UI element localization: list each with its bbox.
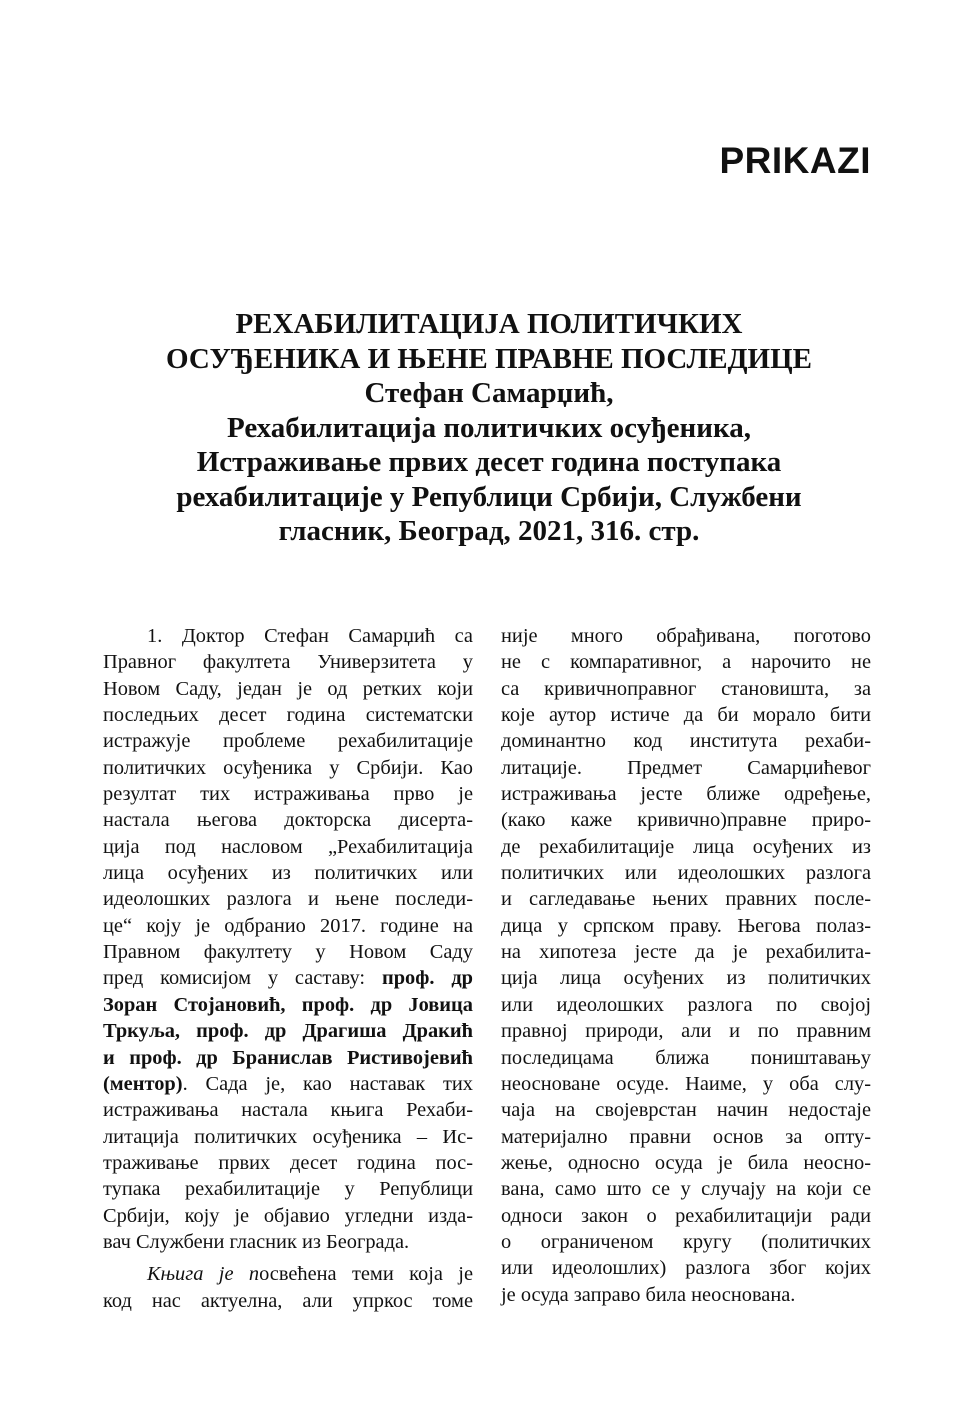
text-line — [103, 1018, 473, 1044]
bold-run: (ментор) — [103, 1072, 183, 1095]
text-line: истраживања јесте ближе одређење, — [501, 783, 871, 806]
text-line: ција под насловом „Рехабилитација — [103, 835, 473, 858]
text-run: пред комисијом у саставу: — [103, 967, 382, 990]
text-line: о ограниченом кругу (политичких — [501, 1230, 871, 1253]
text-line: це“ коју је одбранио 2017. године на — [103, 914, 473, 937]
text-line: де рехабилитације лица осуђених из — [501, 835, 871, 858]
text-line: дица у српском праву. Његова полаз- — [501, 914, 871, 937]
text-line: или идеолошлих) разлога због којих — [501, 1257, 871, 1280]
book-title-line: рехабилитације у Републици Србији, Службени — [176, 480, 802, 513]
text-line: или идеолошких разлога по својој — [501, 993, 871, 1016]
italic-run: Књига је п — [147, 1263, 260, 1286]
text-line: политичких осуђеника у Србији. Као — [103, 756, 473, 779]
title-line: РЕХАБИЛИТАЦИЈА ПОЛИТИЧКИХ — [235, 308, 743, 340]
text-line: вана, само што се у случају на који се — [501, 1178, 871, 1201]
text-line: односи закон о рехабилитацији ради — [501, 1204, 871, 1227]
text-line: настала његова докторска дисерта- — [103, 809, 473, 832]
text-line: неосноване осуде. Наиме, у оба слу- — [501, 1072, 871, 1095]
text-line: 1. Доктор Стефан Самарџић са — [147, 625, 473, 647]
bold-run: и проф. др Бранислав Ристивојевић — [103, 1046, 473, 1069]
text-line: је осуда заправо била неоснована. — [501, 1283, 796, 1306]
text-line: истраживања настала књига Рехаби- — [103, 1099, 473, 1122]
text-line: доминантно код института рехаби- — [501, 730, 871, 753]
text-line: ција лица осуђених из политичких — [501, 967, 871, 990]
text-line: последицама ближа поништавању — [501, 1046, 871, 1069]
text-run: освећена теми која је — [259, 1263, 473, 1286]
text-line: код нас актуелна, али упркос томе — [103, 1289, 473, 1312]
publication-line: гласник, Београд, 2021, 316. стр. — [278, 515, 700, 547]
text-line: последњих десет година систематски — [103, 704, 473, 727]
text-line: чаја на својеврстан начин недостаје — [501, 1099, 871, 1122]
text-line — [103, 965, 473, 991]
text-line: Србији, коју је објавио угледни изда- — [103, 1204, 473, 1227]
text-line: тупака рехабилитације у Републици — [103, 1178, 473, 1201]
text-line — [103, 992, 473, 1018]
body-column-right — [501, 623, 871, 1308]
text-line: Правном факултету у Новом Саду — [103, 941, 473, 964]
text-line: литација политичких осуђеника – Ис- — [103, 1125, 473, 1148]
text-line: на хипотеза јесте да је рехабилита- — [501, 941, 871, 964]
text-line: није много обрађивана, поготово — [501, 625, 871, 647]
text-line: траживање првих десет година пос- — [103, 1151, 473, 1174]
text-line: лица осуђених из политичких или — [103, 862, 473, 885]
bold-run: Зоран Стојановић, проф. др Јовица — [103, 993, 473, 1016]
book-title-line: Рехабилитација политичких осуђеника, — [226, 411, 751, 444]
text-line: Правног факултета Универзитета у — [103, 651, 473, 674]
text-line: материјално правни основ за опту- — [501, 1125, 871, 1148]
article-title — [100, 307, 878, 549]
text-line: (како каже кривично)правне приро- — [501, 809, 871, 832]
text-line: и сагледавање њених правних после- — [501, 888, 871, 911]
text-run: . Сада је, као наставак тих — [182, 1072, 473, 1095]
bold-run: проф. др — [381, 967, 473, 990]
body-column-left — [103, 623, 473, 1314]
text-line: политичких или идеолошких разлога — [501, 862, 871, 885]
author-line: Стефан Самарџић, — [364, 377, 614, 409]
title-line: ОСУЂЕНИКА И ЊЕНЕ ПРАВНЕ ПОСЛЕДИЦЕ — [165, 342, 813, 375]
bold-run: Тркуља, проф. др Драгиша Дракић — [103, 1020, 473, 1043]
text-line: резултат тих истраживања прво је — [103, 783, 473, 806]
text-line: идеолошких разлога и њене последи- — [103, 888, 473, 911]
section-label: PRIKAZI — [719, 140, 871, 181]
book-title-line: Истраживање првих десет година поступака — [196, 446, 782, 478]
text-line — [103, 1261, 473, 1287]
text-line: истражује проблеме рехабилитације — [103, 730, 473, 753]
text-line: литације. Предмет Самарџићевог — [501, 756, 871, 779]
text-line: са кривичноправног становишта, за — [501, 677, 871, 700]
text-line: правној природи, али и по правним — [501, 1020, 871, 1043]
text-line: Новом Саду, један је од ретких који — [103, 677, 473, 700]
text-line — [103, 1045, 473, 1071]
text-line: које аутор истиче да би морало бити — [501, 704, 871, 727]
text-line: не с компаративног, а нарочито не — [501, 651, 871, 674]
text-line: вач Службени гласник из Београда. — [103, 1230, 410, 1253]
text-line — [103, 1071, 473, 1097]
text-line: жење, односно осуда је била неосно- — [501, 1151, 871, 1174]
